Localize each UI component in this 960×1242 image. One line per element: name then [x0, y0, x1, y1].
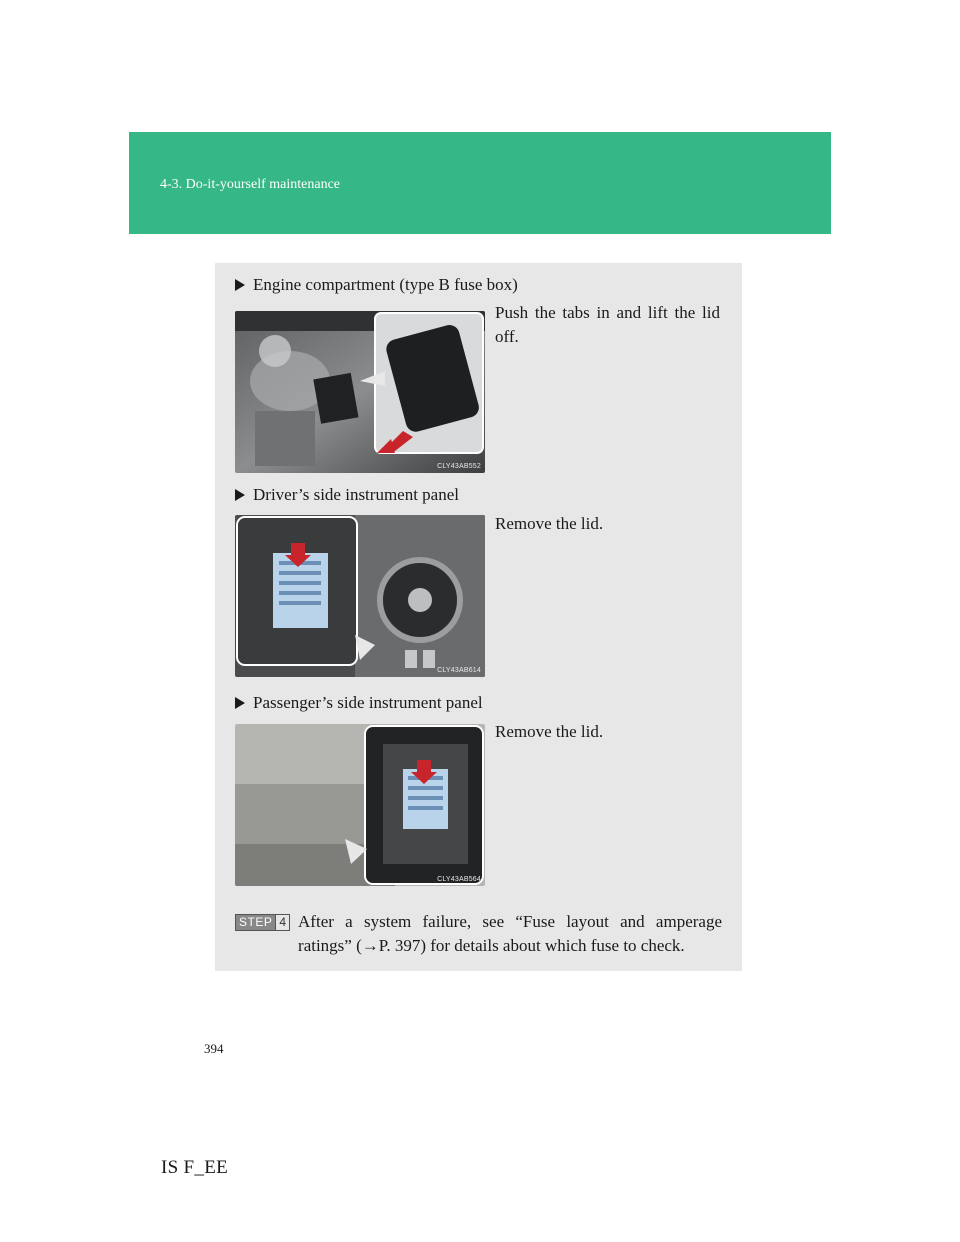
step-badge-number: 4 [275, 915, 289, 930]
section-heading-text: Engine compartment (type B fuse box) [253, 275, 518, 294]
section-heading-engine [235, 275, 518, 295]
section-heading-passenger [235, 693, 483, 713]
bullet-triangle-icon [235, 489, 245, 501]
page-number: 394 [204, 1041, 224, 1056]
engine-compartment-photo [235, 311, 485, 473]
section-heading-text: Passenger’s side instrument panel [253, 693, 483, 712]
instruction-driver: Remove the lid. [495, 514, 604, 533]
driver-panel-photo [235, 515, 485, 677]
step-4-text: After a system failure, see “Fuse layout and amperage ratings” (→P. 397) for details about which fuse to check. [298, 912, 722, 955]
image-code-label: CLY43AB564 [437, 876, 481, 883]
model-code: IS F_EE [161, 1157, 229, 1178]
image-code-label: CLY43AB552 [437, 463, 481, 470]
instruction-passenger: Remove the lid. [495, 722, 604, 741]
procedure-panel [215, 263, 742, 971]
instruction-engine: Push the tabs in and lift the lid off. [495, 303, 720, 346]
step-badge-word: STEP [239, 915, 273, 929]
step-badge [235, 914, 290, 931]
image-code-label: CLY43AB614 [437, 667, 481, 674]
chapter-section-title: 4-3. Do-it-yourself maintenance [160, 177, 340, 192]
section-heading-text: Driver’s side instrument panel [253, 485, 460, 504]
chapter-header-band [129, 132, 831, 234]
passenger-panel-photo [235, 724, 485, 886]
bullet-triangle-icon [235, 279, 245, 291]
bullet-triangle-icon [235, 697, 245, 709]
step-4-row [235, 910, 722, 958]
section-heading-driver [235, 485, 459, 505]
